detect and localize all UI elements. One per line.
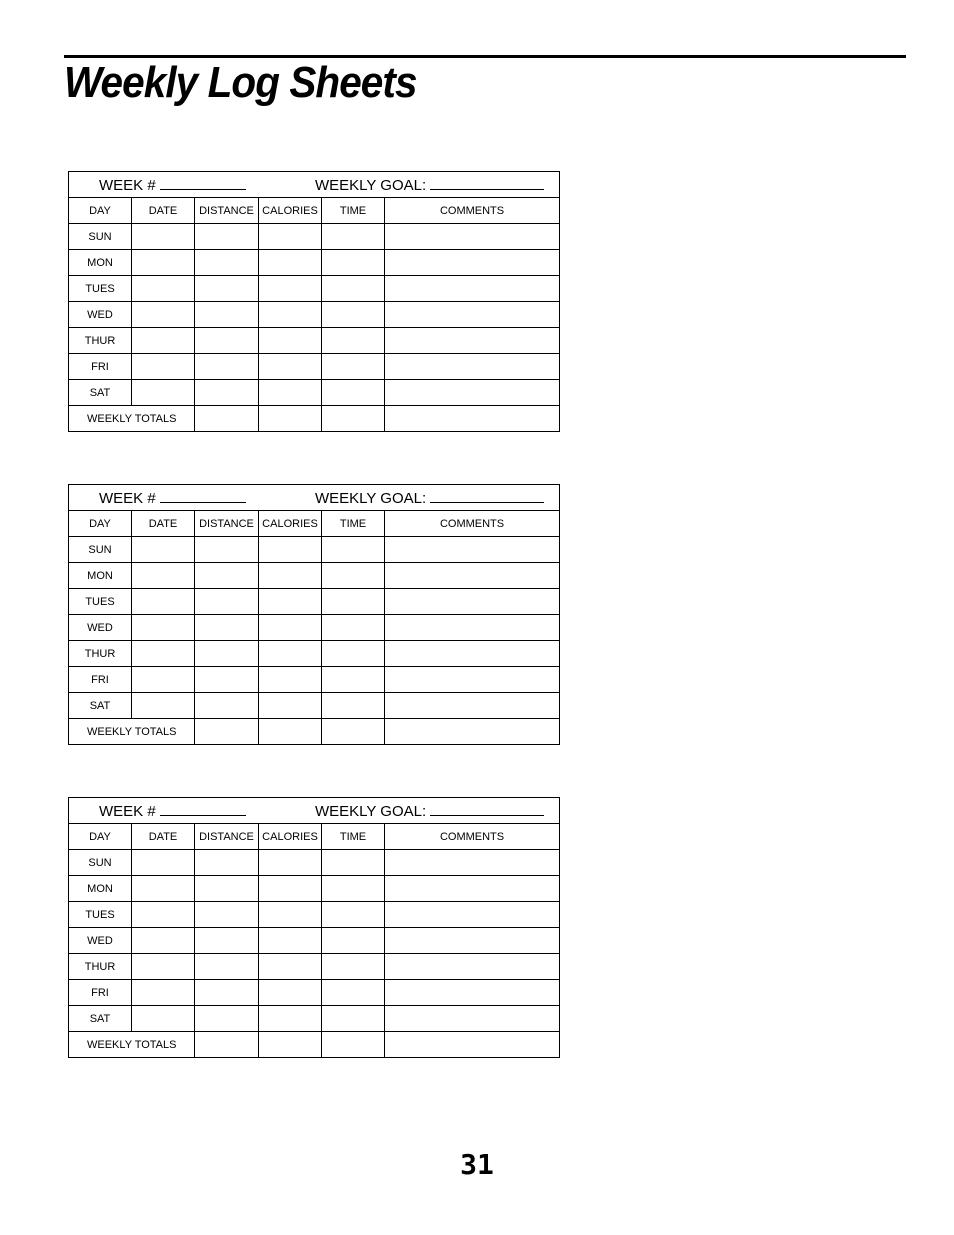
distance-cell[interactable]: [195, 902, 259, 928]
comments-cell[interactable]: [385, 302, 560, 328]
distance-cell[interactable]: [195, 641, 259, 667]
day-label: SUN: [69, 850, 132, 876]
comments-total-cell[interactable]: [385, 1032, 560, 1058]
day-label: FRI: [69, 980, 132, 1006]
calories-cell[interactable]: [259, 641, 322, 667]
date-cell[interactable]: [132, 1006, 195, 1032]
date-cell[interactable]: [132, 302, 195, 328]
totals-row: [69, 719, 560, 745]
date-cell[interactable]: [132, 354, 195, 380]
comments-cell[interactable]: [385, 563, 560, 589]
distance-total-cell[interactable]: [195, 1032, 259, 1058]
date-cell[interactable]: [132, 641, 195, 667]
comments-cell[interactable]: [385, 693, 560, 719]
table-row: [69, 615, 560, 641]
calories-total-cell[interactable]: [259, 1032, 322, 1058]
calories-cell[interactable]: [259, 1006, 322, 1032]
calories-cell[interactable]: [259, 667, 322, 693]
week-label: WEEK #: [99, 177, 156, 194]
column-header: CALORIES: [259, 198, 322, 224]
column-header: DATE: [132, 198, 195, 224]
table-row: [69, 902, 560, 928]
calories-cell[interactable]: [259, 537, 322, 563]
distance-cell[interactable]: [195, 615, 259, 641]
day-label: SAT: [69, 380, 132, 406]
time-cell[interactable]: [322, 980, 385, 1006]
goal-label: WEEKLY GOAL:: [315, 803, 427, 820]
comments-cell[interactable]: [385, 537, 560, 563]
week-number-field[interactable]: [99, 803, 246, 820]
time-cell[interactable]: [322, 1006, 385, 1032]
table-row: [69, 850, 560, 876]
day-label: TUES: [69, 902, 132, 928]
time-cell[interactable]: [322, 850, 385, 876]
comments-cell[interactable]: [385, 641, 560, 667]
comments-cell[interactable]: [385, 250, 560, 276]
table-row: [69, 224, 560, 250]
distance-cell[interactable]: [195, 224, 259, 250]
comments-cell[interactable]: [385, 667, 560, 693]
comments-cell[interactable]: [385, 224, 560, 250]
comments-cell[interactable]: [385, 1006, 560, 1032]
date-cell[interactable]: [132, 928, 195, 954]
distance-cell[interactable]: [195, 328, 259, 354]
comments-cell[interactable]: [385, 902, 560, 928]
column-header: DATE: [132, 511, 195, 537]
column-header-row: [69, 824, 560, 850]
time-cell[interactable]: [322, 354, 385, 380]
date-cell[interactable]: [132, 693, 195, 719]
page-number: 31: [460, 1148, 494, 1181]
time-total-cell[interactable]: [322, 1032, 385, 1058]
column-header: DATE: [132, 824, 195, 850]
distance-cell[interactable]: [195, 928, 259, 954]
time-cell[interactable]: [322, 563, 385, 589]
calories-cell[interactable]: [259, 354, 322, 380]
weekly-log-table: [68, 797, 560, 1058]
time-cell[interactable]: [322, 589, 385, 615]
distance-cell[interactable]: [195, 380, 259, 406]
day-label: THUR: [69, 641, 132, 667]
table-row: [69, 641, 560, 667]
table-row: [69, 250, 560, 276]
day-label: THUR: [69, 328, 132, 354]
day-label: WED: [69, 302, 132, 328]
time-cell[interactable]: [322, 954, 385, 980]
time-cell[interactable]: [322, 876, 385, 902]
log-header-row: [69, 798, 560, 824]
calories-cell[interactable]: [259, 615, 322, 641]
calories-cell[interactable]: [259, 224, 322, 250]
weekly-goal-field[interactable]: [315, 803, 544, 820]
date-cell[interactable]: [132, 850, 195, 876]
column-header-row: [69, 198, 560, 224]
calories-cell[interactable]: [259, 328, 322, 354]
goal-label: WEEKLY GOAL:: [315, 490, 427, 507]
comments-cell[interactable]: [385, 615, 560, 641]
comments-total-cell[interactable]: [385, 719, 560, 745]
table-row: [69, 276, 560, 302]
date-cell[interactable]: [132, 250, 195, 276]
day-label: SAT: [69, 1006, 132, 1032]
calories-cell[interactable]: [259, 693, 322, 719]
calories-cell[interactable]: [259, 250, 322, 276]
log-header-row: [69, 485, 560, 511]
distance-total-cell[interactable]: [195, 719, 259, 745]
weekly-totals-label: WEEKLY TOTALS: [69, 406, 195, 432]
time-cell[interactable]: [322, 302, 385, 328]
column-header: TIME: [322, 511, 385, 537]
goal-label: WEEKLY GOAL:: [315, 177, 427, 194]
comments-cell[interactable]: [385, 850, 560, 876]
distance-cell[interactable]: [195, 954, 259, 980]
time-cell[interactable]: [322, 615, 385, 641]
distance-cell[interactable]: [195, 667, 259, 693]
comments-cell[interactable]: [385, 980, 560, 1006]
day-label: SUN: [69, 224, 132, 250]
distance-cell[interactable]: [195, 876, 259, 902]
column-header: DISTANCE: [195, 198, 259, 224]
day-label: FRI: [69, 667, 132, 693]
calories-cell[interactable]: [259, 589, 322, 615]
time-total-cell[interactable]: [322, 719, 385, 745]
week-label: WEEK #: [99, 803, 156, 820]
calories-cell[interactable]: [259, 902, 322, 928]
comments-cell[interactable]: [385, 589, 560, 615]
calories-cell[interactable]: [259, 563, 322, 589]
calories-cell[interactable]: [259, 850, 322, 876]
table-row: [69, 876, 560, 902]
log-header-row: [69, 172, 560, 198]
week-label: WEEK #: [99, 490, 156, 507]
comments-cell[interactable]: [385, 328, 560, 354]
time-cell[interactable]: [322, 641, 385, 667]
table-row: [69, 563, 560, 589]
date-cell[interactable]: [132, 615, 195, 641]
weekly-totals-label: WEEKLY TOTALS: [69, 1032, 195, 1058]
day-label: SAT: [69, 693, 132, 719]
date-cell[interactable]: [132, 537, 195, 563]
date-cell[interactable]: [132, 589, 195, 615]
weekly-log-table: [68, 171, 560, 432]
day-label: TUES: [69, 276, 132, 302]
day-label: SUN: [69, 537, 132, 563]
column-header: COMMENTS: [385, 824, 560, 850]
column-header: CALORIES: [259, 824, 322, 850]
calories-cell[interactable]: [259, 876, 322, 902]
day-label: MON: [69, 250, 132, 276]
comments-cell[interactable]: [385, 876, 560, 902]
calories-cell[interactable]: [259, 980, 322, 1006]
table-row: [69, 380, 560, 406]
table-row: [69, 667, 560, 693]
column-header: COMMENTS: [385, 198, 560, 224]
date-cell[interactable]: [132, 902, 195, 928]
distance-cell[interactable]: [195, 354, 259, 380]
day-label: WED: [69, 615, 132, 641]
table-row: [69, 537, 560, 563]
goal-blank-line[interactable]: [430, 189, 544, 190]
comments-cell[interactable]: [385, 928, 560, 954]
distance-cell[interactable]: [195, 276, 259, 302]
week-number-field[interactable]: [99, 490, 246, 507]
week-blank-line[interactable]: [160, 815, 246, 816]
day-label: MON: [69, 876, 132, 902]
time-cell[interactable]: [322, 902, 385, 928]
distance-cell[interactable]: [195, 537, 259, 563]
time-cell[interactable]: [322, 380, 385, 406]
column-header: DISTANCE: [195, 511, 259, 537]
column-header: TIME: [322, 198, 385, 224]
column-header: DAY: [69, 511, 132, 537]
comments-total-cell[interactable]: [385, 406, 560, 432]
totals-row: [69, 1032, 560, 1058]
time-cell[interactable]: [322, 693, 385, 719]
time-cell[interactable]: [322, 537, 385, 563]
distance-cell[interactable]: [195, 850, 259, 876]
calories-total-cell[interactable]: [259, 406, 322, 432]
calories-cell[interactable]: [259, 928, 322, 954]
table-row: [69, 354, 560, 380]
time-cell[interactable]: [322, 328, 385, 354]
distance-cell[interactable]: [195, 1006, 259, 1032]
date-cell[interactable]: [132, 328, 195, 354]
column-header: TIME: [322, 824, 385, 850]
goal-blank-line[interactable]: [430, 815, 544, 816]
date-cell[interactable]: [132, 276, 195, 302]
table-row: [69, 328, 560, 354]
day-label: THUR: [69, 954, 132, 980]
comments-cell[interactable]: [385, 380, 560, 406]
table-row: [69, 302, 560, 328]
table-row: [69, 589, 560, 615]
page-title: Weekly Log Sheets: [64, 58, 417, 107]
time-cell[interactable]: [322, 276, 385, 302]
column-header: COMMENTS: [385, 511, 560, 537]
weekly-totals-label: WEEKLY TOTALS: [69, 719, 195, 745]
date-cell[interactable]: [132, 667, 195, 693]
day-label: TUES: [69, 589, 132, 615]
distance-cell[interactable]: [195, 563, 259, 589]
distance-cell[interactable]: [195, 250, 259, 276]
time-total-cell[interactable]: [322, 406, 385, 432]
distance-cell[interactable]: [195, 980, 259, 1006]
comments-cell[interactable]: [385, 276, 560, 302]
date-cell[interactable]: [132, 224, 195, 250]
time-cell[interactable]: [322, 250, 385, 276]
calories-cell[interactable]: [259, 380, 322, 406]
distance-cell[interactable]: [195, 693, 259, 719]
date-cell[interactable]: [132, 954, 195, 980]
week-number-field[interactable]: [99, 177, 246, 194]
date-cell[interactable]: [132, 876, 195, 902]
table-row: [69, 980, 560, 1006]
time-cell[interactable]: [322, 667, 385, 693]
table-row: [69, 954, 560, 980]
column-header: DAY: [69, 824, 132, 850]
calories-cell[interactable]: [259, 276, 322, 302]
column-header-row: [69, 511, 560, 537]
calories-cell[interactable]: [259, 302, 322, 328]
date-cell[interactable]: [132, 380, 195, 406]
distance-cell[interactable]: [195, 302, 259, 328]
distance-cell[interactable]: [195, 589, 259, 615]
distance-total-cell[interactable]: [195, 406, 259, 432]
table-row: [69, 693, 560, 719]
comments-cell[interactable]: [385, 954, 560, 980]
time-cell[interactable]: [322, 928, 385, 954]
table-row: [69, 1006, 560, 1032]
week-blank-line[interactable]: [160, 189, 246, 190]
day-label: FRI: [69, 354, 132, 380]
calories-cell[interactable]: [259, 954, 322, 980]
column-header: DISTANCE: [195, 824, 259, 850]
totals-row: [69, 406, 560, 432]
day-label: WED: [69, 928, 132, 954]
table-row: [69, 928, 560, 954]
comments-cell[interactable]: [385, 354, 560, 380]
goal-blank-line[interactable]: [430, 502, 544, 503]
day-label: MON: [69, 563, 132, 589]
column-header: DAY: [69, 198, 132, 224]
calories-total-cell[interactable]: [259, 719, 322, 745]
time-cell[interactable]: [322, 224, 385, 250]
week-blank-line[interactable]: [160, 502, 246, 503]
date-cell[interactable]: [132, 980, 195, 1006]
date-cell[interactable]: [132, 563, 195, 589]
weekly-goal-field[interactable]: [315, 490, 544, 507]
weekly-goal-field[interactable]: [315, 177, 544, 194]
weekly-log-table: [68, 484, 560, 745]
column-header: CALORIES: [259, 511, 322, 537]
